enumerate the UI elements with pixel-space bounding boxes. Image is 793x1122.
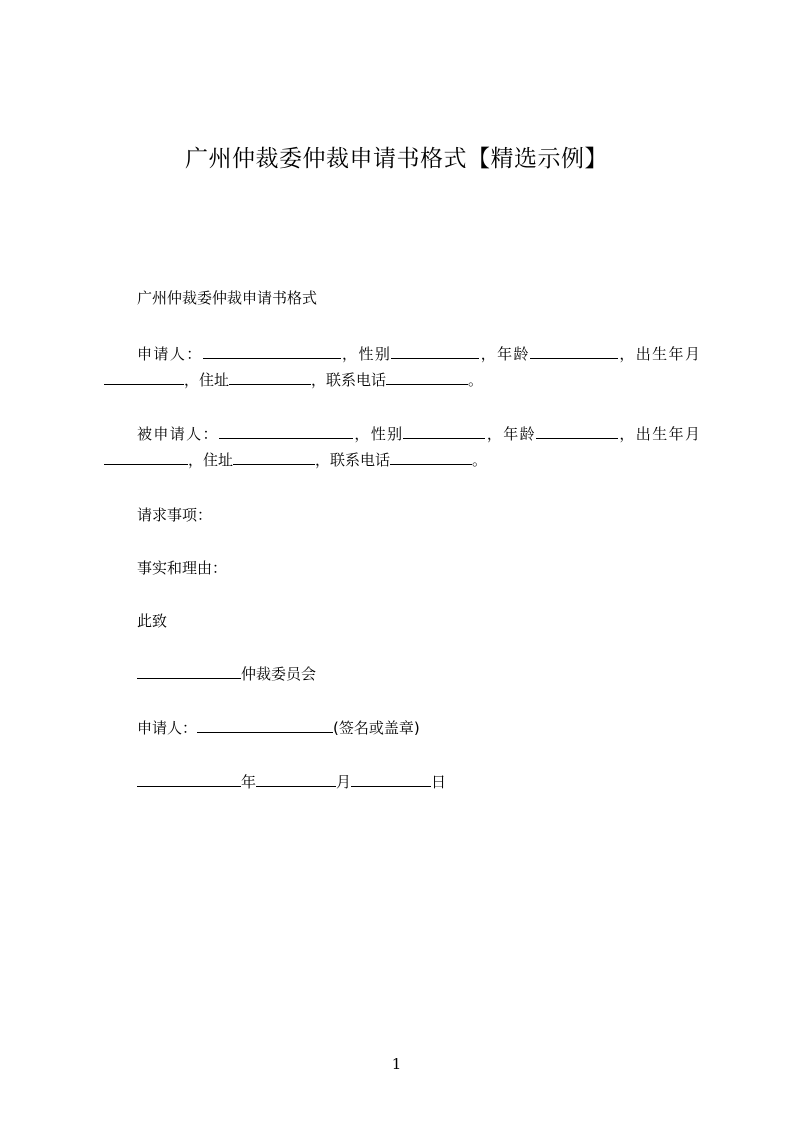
date-day-blank bbox=[351, 769, 431, 787]
facts-label: 事实和理由： bbox=[137, 559, 228, 577]
applicant-age-label: ，年龄 bbox=[479, 345, 530, 363]
subtitle-text: 广州仲裁委仲裁申请书格式 bbox=[137, 289, 318, 307]
applicant-address-label: ，住址 bbox=[184, 371, 230, 389]
date-paragraph bbox=[104, 769, 700, 795]
applicant-gender-blank bbox=[391, 341, 479, 359]
applicant-label: 申请人： bbox=[137, 345, 203, 363]
subtitle-paragraph bbox=[104, 285, 700, 311]
respondent-birth-blank bbox=[104, 447, 188, 465]
respondent-address-label: ，住址 bbox=[188, 451, 234, 469]
applicant-gender-label: ，性别 bbox=[340, 345, 392, 363]
facts-paragraph bbox=[104, 555, 700, 581]
respondent-gender-blank bbox=[403, 421, 485, 439]
applicant-name-blank bbox=[203, 341, 341, 359]
date-day-label: 日 bbox=[431, 773, 447, 791]
respondent-end: 。 bbox=[472, 451, 488, 469]
date-month-blank bbox=[256, 769, 336, 787]
date-year-blank bbox=[137, 769, 241, 787]
signature-note: (签名或盖章) bbox=[333, 719, 420, 737]
respondent-address-blank bbox=[233, 447, 315, 465]
signature-paragraph bbox=[104, 715, 700, 741]
committee-paragraph bbox=[104, 661, 700, 687]
applicant-birth-blank bbox=[104, 367, 184, 385]
claims-paragraph bbox=[104, 502, 700, 528]
respondent-name-blank bbox=[219, 421, 353, 439]
applicant-address-blank bbox=[229, 367, 311, 385]
signature-blank bbox=[197, 715, 333, 733]
closing-text: 此致 bbox=[137, 612, 168, 630]
respondent-paragraph bbox=[104, 421, 700, 473]
committee-name-blank bbox=[137, 661, 241, 679]
applicant-paragraph bbox=[104, 341, 700, 393]
applicant-birth-label: ，出生年月 bbox=[617, 345, 700, 363]
page-number: 1 bbox=[391, 1055, 402, 1073]
closing-paragraph bbox=[104, 608, 700, 634]
date-year-label: 年 bbox=[241, 773, 257, 791]
date-month-label: 月 bbox=[336, 773, 352, 791]
signature-label: 申请人： bbox=[137, 719, 198, 737]
respondent-age-label: ，年龄 bbox=[485, 425, 537, 443]
applicant-age-blank bbox=[530, 341, 618, 359]
respondent-age-blank bbox=[536, 421, 618, 439]
applicant-end: 。 bbox=[468, 371, 484, 389]
document-title: 广州仲裁委仲裁申请书格式【精选示例】 bbox=[185, 146, 608, 172]
respondent-phone-label: ，联系电话 bbox=[315, 451, 391, 469]
claims-label: 请求事项： bbox=[137, 506, 213, 524]
respondent-gender-label: ，性别 bbox=[352, 425, 404, 443]
applicant-phone-label: ，联系电话 bbox=[311, 371, 387, 389]
respondent-phone-blank bbox=[390, 447, 472, 465]
respondent-birth-label: ，出生年月 bbox=[618, 425, 700, 443]
respondent-label: 被申请人： bbox=[137, 425, 219, 443]
applicant-phone-blank bbox=[386, 367, 468, 385]
committee-label: 仲裁委员会 bbox=[241, 665, 317, 683]
